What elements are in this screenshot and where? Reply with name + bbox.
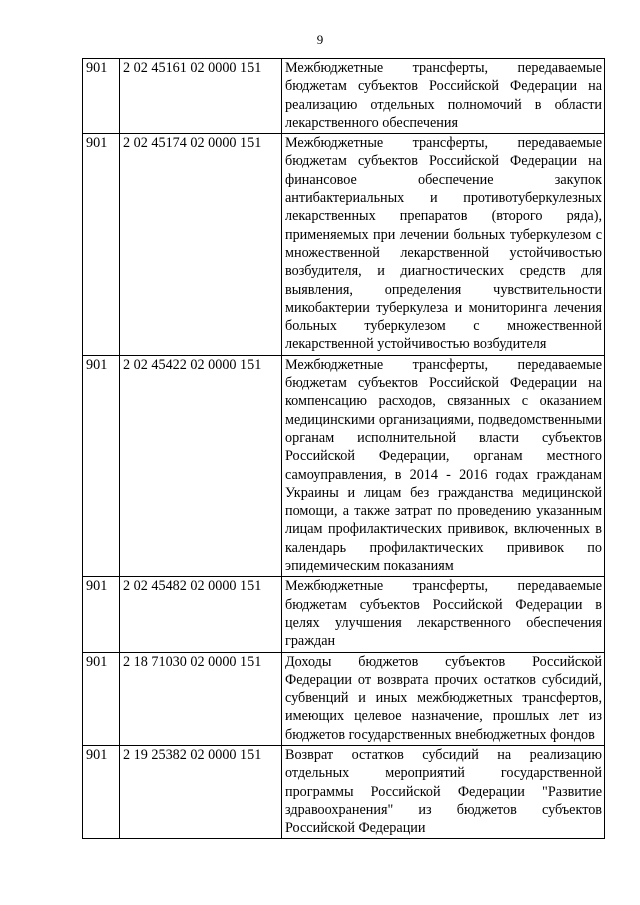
table-row (83, 577, 605, 652)
kbk-code-cell: 2 02 45422 02 0000 151 (120, 355, 282, 577)
admin-code-cell: 901 (83, 59, 120, 134)
admin-code-cell: 901 (83, 134, 120, 356)
admin-code-cell: 901 (83, 355, 120, 577)
description-cell: Возврат остатков субсидий на реализацию отдельных мероприятий государственной программы Российской Федерации "Развитие здравоохранения" из бюджетов субъектов Российской Федерации (282, 745, 605, 838)
description-cell: Межбюджетные трансферты, передаваемые бюджетам субъектов Российской Федерации на компенсацию расходов, связанных с оказанием медицинскими организациями, подведомственными органам исполнительной власти субъектов Российской Федерации, органам местного самоуправления, в 2014 - 2016 годах гражданам Украины и лицам без гражданства медицинской помощи, а также затрат по проведению указанным лицам профилактических прививок, включенных в календарь профилактических прививок по эпидемическим показаниям (282, 355, 605, 577)
table-row (83, 134, 605, 356)
table-row (83, 745, 605, 838)
table-row (83, 652, 605, 745)
admin-code-cell: 901 (83, 577, 120, 652)
kbk-code-cell: 2 02 45161 02 0000 151 (120, 59, 282, 134)
table-row (83, 59, 605, 134)
description-cell: Межбюджетные трансферты, передаваемые бюджетам субъектов Российской Федерации на реализацию отдельных полномочий в области лекарственного обеспечения (282, 59, 605, 134)
description-cell: Доходы бюджетов субъектов Российской Федерации от возврата прочих остатков субсидий, субвенций и иных межбюджетных трансфертов, имеющих целевое назначение, прошлых лет из бюджетов государственных внебюджетных фондов (282, 652, 605, 745)
budget-codes-table (82, 58, 605, 839)
description-cell: Межбюджетные трансферты, передаваемые бюджетам субъектов Российской Федерации на финансовое обеспечение закупок антибактериальных и противотуберкулезных лекарственных препаратов (второго ряда), применяемых при лечении больных туберкулезом с множественной лекарственной устойчивостью возбудителя, и диагностических средств для выявления, определения чувствительности микобактерии туберкулеза и мониторинга лечения больных туберкулезом с множественной лекарственной устойчивостью возбудителя (282, 134, 605, 356)
kbk-code-cell: 2 02 45174 02 0000 151 (120, 134, 282, 356)
kbk-code-cell: 2 19 25382 02 0000 151 (120, 745, 282, 838)
page-number: 9 (316, 32, 324, 47)
description-cell: Межбюджетные трансферты, передаваемые бюджетам субъектов Российской Федерации в целях улучшения лекарственного обеспечения граждан (282, 577, 605, 652)
kbk-code-cell: 2 18 71030 02 0000 151 (120, 652, 282, 745)
admin-code-cell: 901 (83, 652, 120, 745)
admin-code-cell: 901 (83, 745, 120, 838)
table-row (83, 355, 605, 577)
kbk-code-cell: 2 02 45482 02 0000 151 (120, 577, 282, 652)
